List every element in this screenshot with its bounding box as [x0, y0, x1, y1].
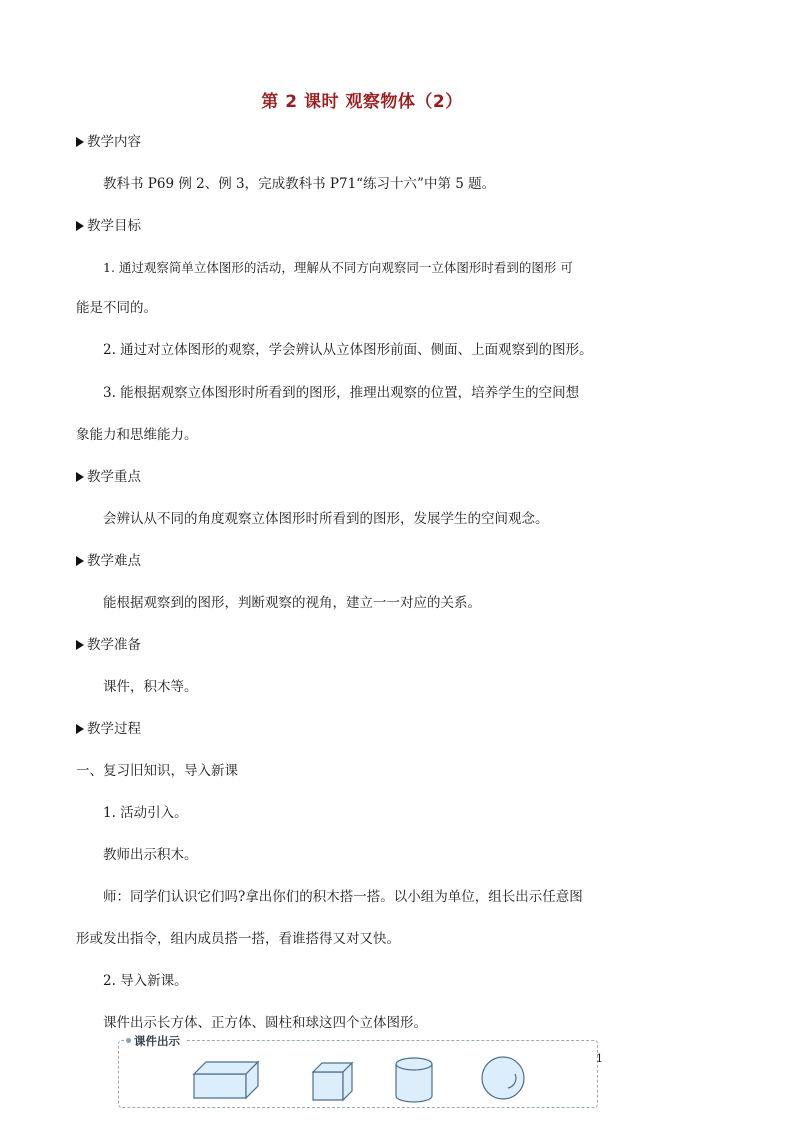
difficulties-text: 能根据观察到的图形，判断观察的视角，建立一一对应的关系。 [103, 595, 481, 611]
cuboid-icon [194, 1062, 258, 1098]
goal-3-line-1: 3. 能根据观察立体图形时所看到的图形，推理出观察的位置，培养学生的空间想 [103, 385, 580, 401]
goal-2: 2. 通过对立体图形的观察，学会辨认从立体图形前面、侧面、上面观察到的图形。 [103, 342, 593, 358]
cube-icon [313, 1063, 352, 1100]
solid-shapes-figure [118, 1040, 598, 1108]
step-2: 2. 导入新课。 [103, 973, 188, 989]
cylinder-icon [396, 1058, 432, 1102]
step-2-text: 课件出示长方体、正方体、圆柱和球这四个立体图形。 [103, 1015, 427, 1031]
goal-1-line-1: 1. 通过观察简单立体图形的活动，理解从不同方向观察同一立体图形时看到的图形 可 [103, 260, 573, 275]
triangle-bullet-icon [76, 137, 84, 147]
triangle-bullet-icon [76, 556, 84, 566]
page-title: 第 2 课时 观察物体（2） [261, 92, 463, 112]
key-points-text: 会辨认从不同的角度观察立体图形时所看到的图形，发展学生的空间观念。 [103, 511, 549, 527]
triangle-bullet-icon [76, 221, 84, 231]
heading-process: 教学过程 [76, 719, 141, 739]
triangle-bullet-icon [76, 724, 84, 734]
goal-1-line-2: 能是不同的。 [76, 300, 157, 316]
teacher-line-1: 师：同学们认识它们吗?拿出你们的积木搭一搭。以小组为单位，组长出示任意图 [103, 889, 583, 905]
part-1-heading: 一、复习旧知识，导入新课 [76, 763, 238, 779]
heading-teaching-goals: 教学目标 [76, 216, 141, 236]
triangle-bullet-icon [76, 640, 84, 650]
heading-teaching-content: 教学内容 [76, 132, 141, 152]
heading-difficulties: 教学难点 [76, 551, 141, 571]
page-number: 1 [596, 1052, 603, 1065]
sphere-icon [482, 1057, 524, 1099]
step-1-text: 教师出示积木。 [103, 847, 198, 863]
preparation-text: 课件，积木等。 [103, 679, 198, 695]
heading-key-points: 教学重点 [76, 467, 141, 487]
triangle-bullet-icon [76, 472, 84, 482]
teacher-line-2: 形或发出指令，组内成员搭一搭，看谁搭得又对又快。 [76, 931, 400, 947]
heading-preparation: 教学准备 [76, 635, 141, 655]
content-text: 教科书 P69 例 2、例 3，完成教科书 P71“练习十六”中第 5 题。 [103, 176, 496, 192]
goal-3-line-2: 象能力和思维能力。 [76, 427, 198, 443]
courseware-tag: 课件出示 [124, 1032, 186, 1050]
step-1: 1. 活动引入。 [103, 805, 188, 821]
